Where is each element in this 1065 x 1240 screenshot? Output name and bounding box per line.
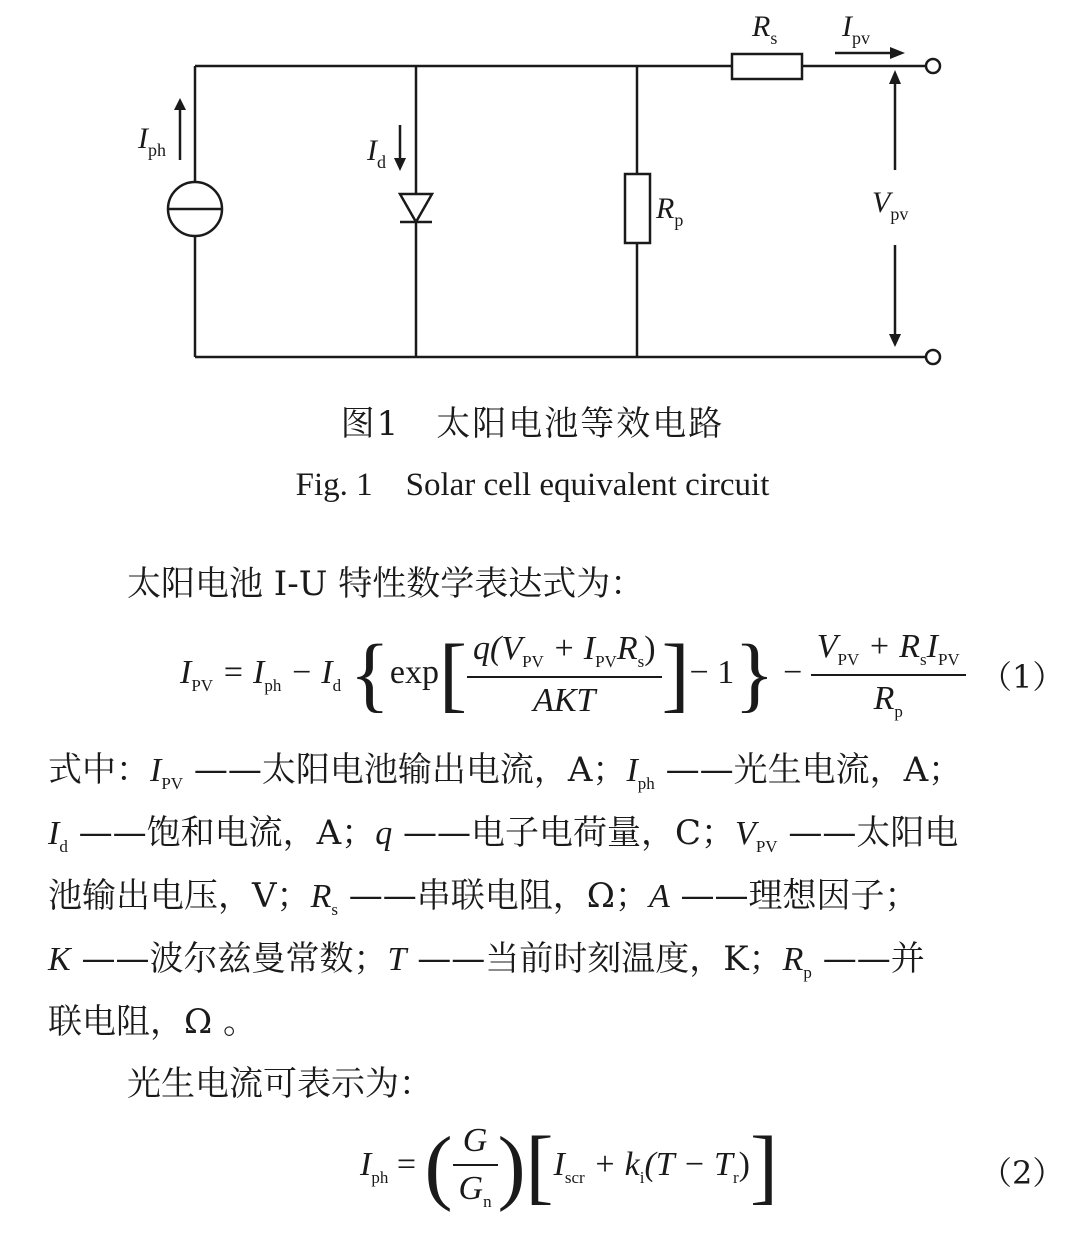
equation-2: $I_{ph}$ = ( $\frac{G}{G_n}$ )$[I_{scr} + k_i(T - T_r)]$	[360, 1120, 778, 1213]
paragraph-intro: 太阳电池 I-U 特性数学表达式为：	[127, 564, 645, 604]
terminal-top	[926, 59, 940, 73]
definitions-line-2: $I_d$ ——饱和电流，A；q ——电子电荷量，C；$V_{PV}$ ——太阳电	[48, 813, 959, 856]
figure-caption-cn: 图1 太阳电池等效电路	[340, 404, 725, 444]
rs-resistor	[732, 54, 802, 79]
vpv-arrowhead-down	[889, 334, 901, 347]
definitions-line-3: 池输出电压，V；$R_s$ ——串联电阻，Ω；A ——理想因子；	[48, 876, 919, 919]
definitions-line-5: 联电阻，Ω 。	[48, 1002, 257, 1042]
paragraph-photocurrent: 光生电流可表示为：	[127, 1064, 433, 1104]
id-arrowhead	[394, 158, 406, 171]
label-rp: $R_p$	[656, 192, 684, 230]
rp-resistor	[625, 174, 650, 243]
label-vpv: $V_{pv}$	[872, 186, 909, 224]
equation-1-number: （1）	[980, 658, 1065, 696]
equation-2-number: （2）	[980, 1154, 1065, 1192]
diode-triangle	[400, 194, 432, 222]
equation-1-fraction-b: $\frac{V_{PV} + R_sI_{PV}}{R_p}$	[811, 628, 966, 722]
vpv-arrowhead-up	[889, 70, 901, 84]
figure-caption-en: Fig. 1 Solar cell equivalent circuit	[295, 467, 770, 503]
circuit-diagram	[0, 0, 1065, 390]
definitions-line-1: 式中：$I_{PV}$ ——太阳电池输出电流，A；$I_{ph}$ ——光生电流，A；	[48, 750, 963, 793]
equation-1-fraction-a: $\frac{q(V_{PV} + I_{PV}R_s)}{\text{AKT}}$	[467, 630, 662, 720]
label-id: $I_d$	[367, 134, 386, 172]
equation-2-fraction: $\frac{G}{G_n}$	[453, 1122, 498, 1212]
ipv-arrowhead	[890, 47, 905, 59]
label-iph: $I_{ph}$	[138, 122, 166, 160]
label-rs: $R_s$	[752, 10, 778, 48]
equation-1: $I_{PV} = I_{ph} - I_d$ {exp[ $\frac{q(V_{PV} + I_{PV}R_s)}{\text{AKT}}$ ]− 1} − $\frac{V_{PV} + R_sI_{PV}}{R_p}$	[180, 628, 966, 722]
iph-arrowhead	[174, 98, 186, 110]
definitions-line-4: K ——波尔兹曼常数；T ——当前时刻温度，K；$R_p$ ——并	[48, 939, 925, 982]
label-ipv: $I_{pv}$	[842, 10, 870, 48]
terminal-bottom	[926, 350, 940, 364]
